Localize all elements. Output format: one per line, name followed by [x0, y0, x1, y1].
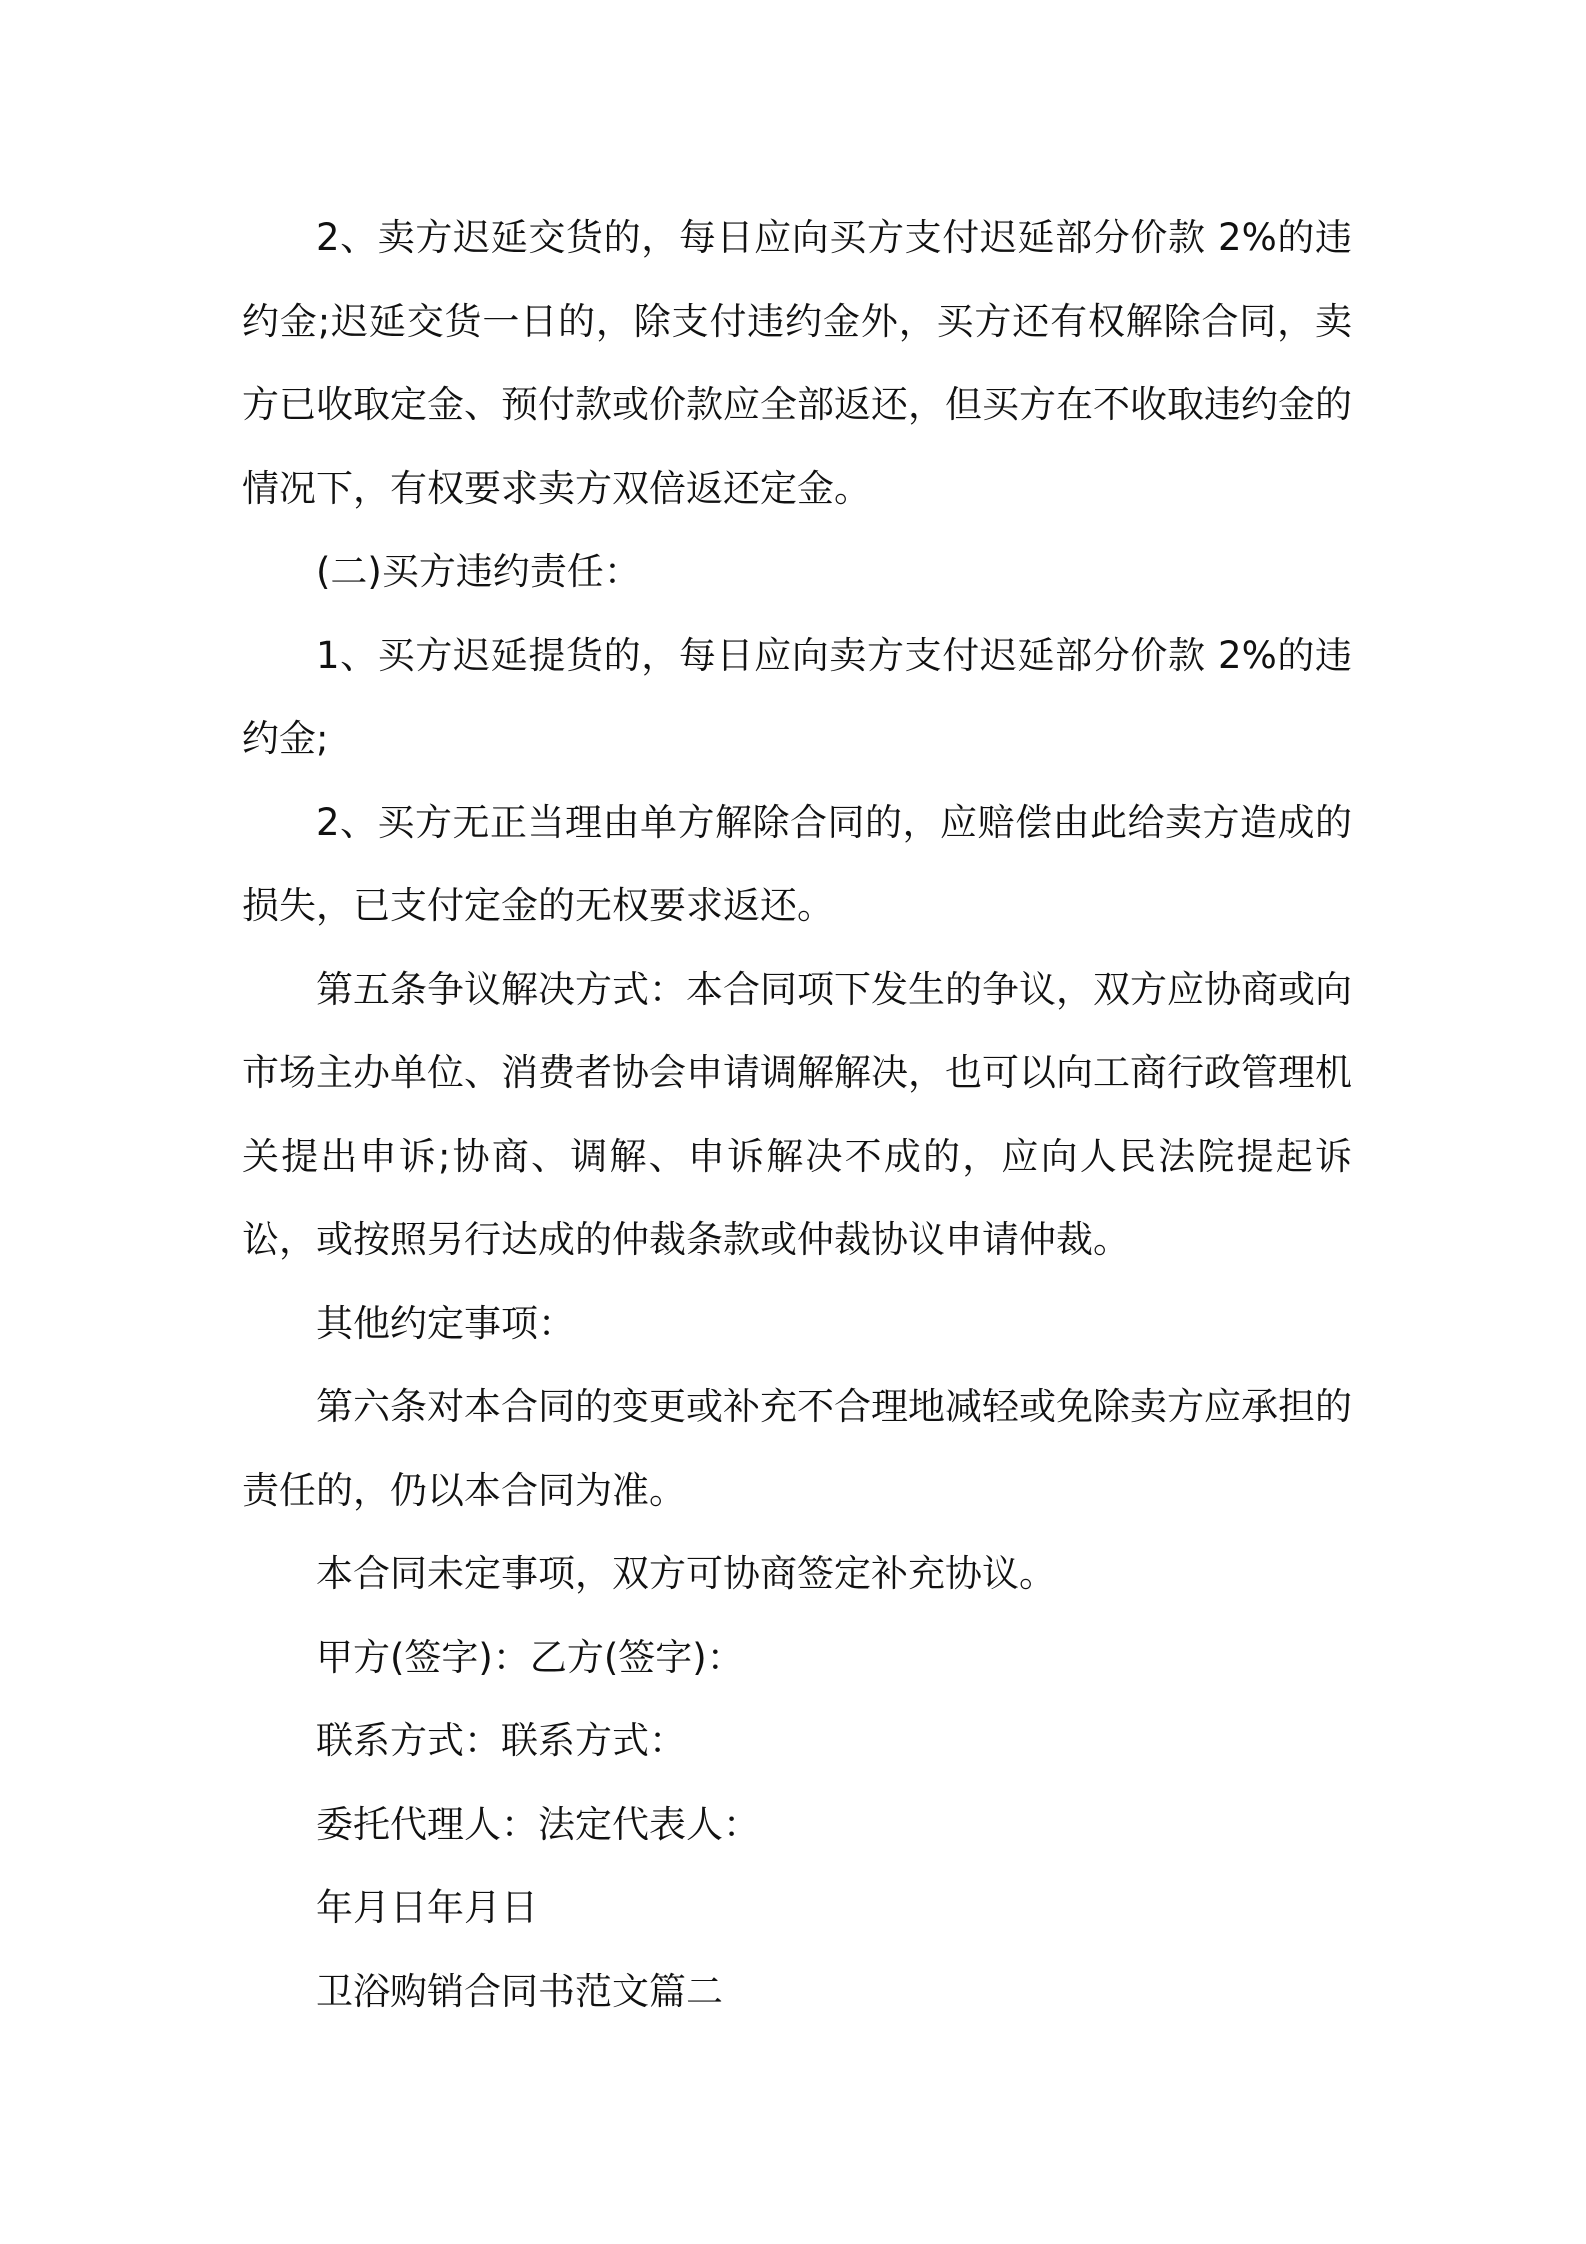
article-five-dispute-resolution: 第五条争议解决方式：本合同项下发生的争议，双方应协商或向市场主办单位、消费者协会申请调解解决，也可以向工商行政管理机关提出申诉;协商、调解、申诉解决不成的，应向人民法院提起诉讼，或按照另行达成的仲裁条款或仲裁协议申请仲裁。 [242, 967, 1352, 1261]
contact-line: 联系方式：联系方式： [316, 1719, 686, 1762]
other-matters-heading: 其他约定事项： [316, 1301, 575, 1345]
article-six-clause: 第六条对本合同的变更或补充不合理地减轻或免除卖方应承担的责任的，仍以本合同为准。 [242, 1385, 1352, 1512]
next-section-title: 卫浴购销合同书范文篇二 [316, 1969, 723, 2013]
signature-line: 甲方(签字)：乙方(签字)： [316, 1635, 744, 1679]
date-line: 年月日年月日 [316, 1886, 538, 1929]
buyer-liability-heading: (二)买方违约责任： [316, 550, 641, 593]
supplementary-agreement-note: 本合同未定事项，双方可协商签定补充协议。 [316, 1552, 1056, 1595]
representative-line: 委托代理人：法定代表人： [316, 1802, 760, 1846]
buyer-termination-clause: 2、买方无正当理由单方解除合同的，应赔偿由此给卖方造成的损失，已支付定金的无权要求返还。 [242, 800, 1352, 927]
buyer-late-pickup-clause: 1、买方迟延提货的，每日应向卖方支付迟延部分价款 2%的违约金; [242, 633, 1352, 760]
seller-late-delivery-clause: 2、卖方迟延交货的，每日应向买方支付迟延部分价款 2%的违约金;迟延交货一日的，除支付违约金外，买方还有权解除合同，卖方已收取定金、预付款或价款应全部返还，但买方在不收取违约金的情况下，有权要求卖方双倍返还定金。 [242, 216, 1352, 510]
document-body [242, 196, 1352, 2033]
